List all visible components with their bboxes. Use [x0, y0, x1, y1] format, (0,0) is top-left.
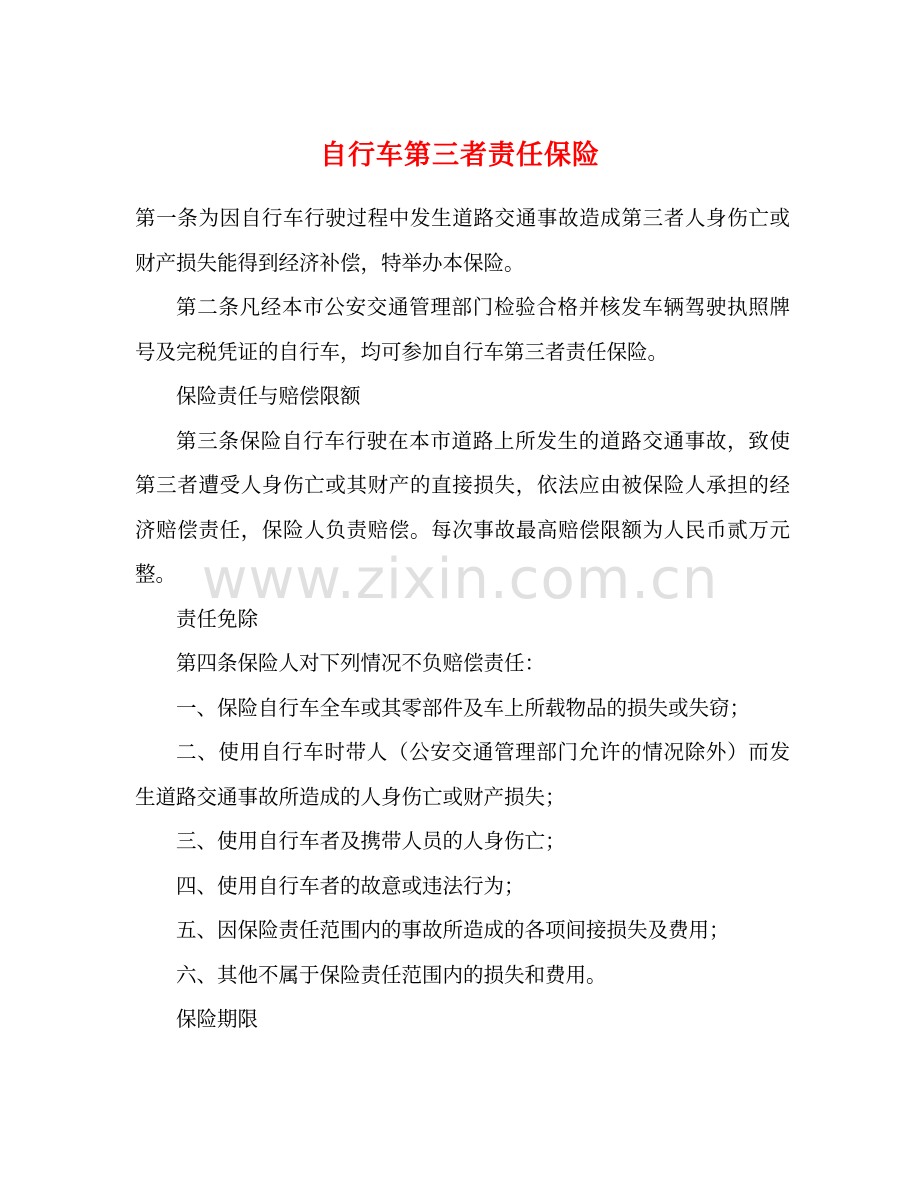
- list-item-exclusion-4: 四、使用自行车者的故意或违法行为；: [176, 873, 525, 898]
- paragraph-article-3: 第三条保险自行车行驶在本市道路上所发生的道路交通事故，致使第三者遭受人身伤亡或其财产的直接损失，依法应由被保险人承担的经济赔偿责任，保险人负责赔偿。每次事故最高赔偿限额为人民币贰万元整。: [135, 428, 790, 586]
- section-heading-liability: 保险责任与赔偿限额: [176, 384, 361, 408]
- paragraph-article-2: 第二条凡经本市公安交通管理部门检验合格并核发车辆驾驶执照牌号及完税凭证的自行车，均可参加自行车第三者责任保险。: [135, 295, 790, 364]
- list-item-exclusion-2: 二、使用自行车时带人（公安交通管理部门允许的情况除外）而发生道路交通事故所造成的人身伤亡或财产损失；: [135, 740, 790, 809]
- list-item-exclusion-3: 三、使用自行车者及携带人员的人身伤亡；: [176, 829, 566, 853]
- paragraph-article-4: 第四条保险人对下列情况不负赔偿责任：: [176, 651, 545, 675]
- section-heading-exclusions: 责任免除: [176, 606, 258, 631]
- section-heading-period: 保险期限: [176, 1007, 258, 1031]
- watermark-text: www.zixin.com.cn: [201, 547, 719, 612]
- list-item-exclusion-5: 五、因保险责任范围内的事故所造成的各项间接损失及费用；: [176, 918, 730, 942]
- document-title: 自行车第三者责任保险: [320, 140, 600, 172]
- list-item-exclusion-6: 六、其他不属于保险责任范围内的损失和费用。: [176, 962, 607, 987]
- paragraph-article-1: 第一条为因自行车行驶过程中发生道路交通事故造成第三者人身伤亡或财产损失能得到经济补偿，特举办本保险。: [135, 206, 790, 275]
- document-body: [135, 196, 790, 1042]
- list-item-exclusion-1: 一、保险自行车全车或其零部件及车上所载物品的损失或失窃；: [176, 695, 750, 720]
